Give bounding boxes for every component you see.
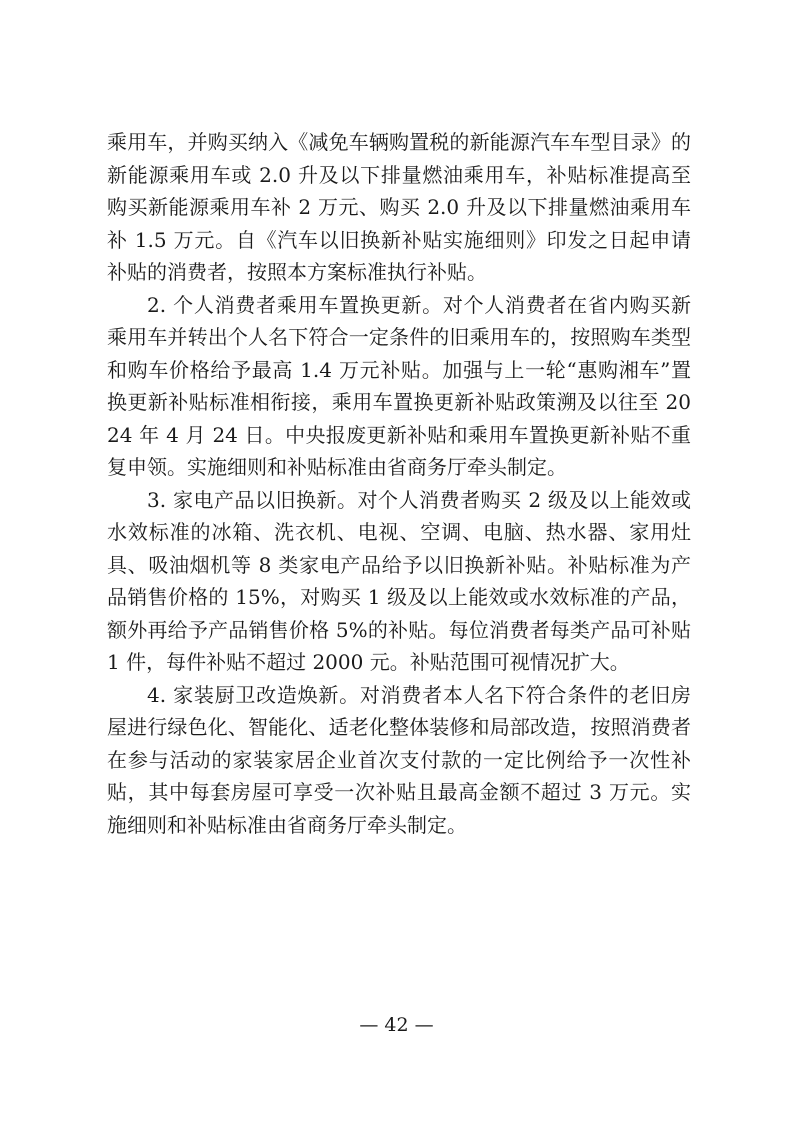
body-text xyxy=(107,126,691,841)
paragraph-continuation: 乘用车，并购买纳入《减免车辆购置税的新能源汽车车型目录》的新能源乘用车或 2.0 升及以下排量燃油乘用车，补贴标准提高至购买新能源乘用车补 2 万元、购买 2.0 升及以下排量燃油乘用车补 1.5 万元。自《汽车以旧换新补贴实施细则》印发之日起申请补贴的消费者，按照本方案标准执行补贴。 xyxy=(107,130,691,284)
paragraph-item-4: 4. 家装厨卫改造焕新。对消费者本人名下符合条件的老旧房屋进行绿色化、智能化、适老化整体装修和局部改造，按照消费者在参与活动的家装家居企业首次支付款的一定比例给予一次性补贴，其中每套房屋可享受一次补贴且最高金额不超过 3 万元。实施细则和补贴标准由省商务厅牵头制定。 xyxy=(107,682,691,837)
paragraph-item-2: 2. 个人消费者乘用车置换更新。对个人消费者在省内购买新乘用车并转出个人名下符合一定条件的旧乘用车的，按照购车类型和购车价格给予最高 1.4 万元补贴。加强与上一轮“惠购湘车”置换更新补贴标准相衔接，乘用车置换更新补贴政策溯及以往至 2024 年 4 月 24 日。中央报废更新补贴和乘用车置换更新补贴不重复申领。实施细则和补贴标准由省商务厅牵头制定。 xyxy=(107,292,691,479)
paragraph-item-3: 3. 家电产品以旧换新。对个人消费者购买 2 级及以上能效或水效标准的冰箱、洗衣机、电视、空调、电脑、热水器、家用灶具、吸油烟机等 8 类家电产品给予以旧换新补贴。补贴标准为产品销售价格的 15%，对购买 1 级及以上能效或水效标准的产品，额外再给予产品销售价格 5%的补贴。每位消费者每类产品可补贴 1 件，每件补贴不超过 2000 元。补贴范围可视情况扩大。 xyxy=(107,487,691,674)
page-number: — 42 — xyxy=(359,1014,434,1036)
